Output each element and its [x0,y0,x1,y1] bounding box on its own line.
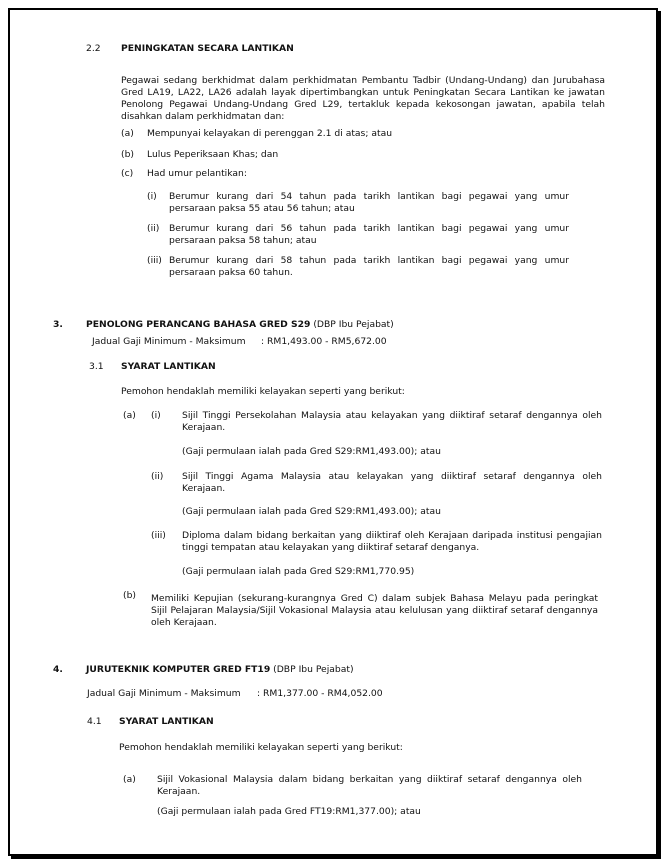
list-label: (a) [123,410,136,421]
pay-note: (Gaji permulaan ialah pada Gred S29:RM1,770.95) [182,566,415,577]
subsection-intro: Pemohon hendaklah memiliki kelayakan seperti yang berikut: [121,386,405,397]
section-title [86,664,354,676]
sublist-label: (iii) [147,255,162,266]
subsection-title: SYARAT LANTIKAN [121,361,216,372]
subsection-intro: Pemohon hendaklah memiliki kelayakan seperti yang berikut: [119,742,403,753]
section-title-text: JURUTEKNIK KOMPUTER GRED FT19 [86,664,271,675]
list-item: Had umur pelantikan: [147,168,247,179]
section-title-suffix: (DBP Ibu Pejabat) [273,664,354,675]
list-item: Sijil Vokasional Malaysia dalam bidang berkaitan yang diiktiraf setaraf dengannya oleh Kerajaan. [157,774,582,797]
sublist-label: (i) [147,191,157,202]
section-number: 2.2 [86,43,101,54]
sublist-label: (i) [151,410,161,421]
sublist-item: Sijil Tinggi Persekolahan Malaysia atau kelayakan yang diiktiraf setaraf dengannya oleh Kerajaan. [182,410,602,433]
section-number: 3. [53,319,63,330]
pay-note: (Gaji permulaan ialah pada Gred S29:RM1,493.00); atau [182,506,441,517]
section-title-text: PENOLONG PERANCANG BAHASA GRED S29 [86,319,311,330]
pay-note: (Gaji permulaan ialah pada Gred S29:RM1,493.00); atau [182,446,441,457]
sublist-label: (ii) [147,223,160,234]
list-label: (a) [123,774,136,785]
sublist-item: Diploma dalam bidang berkaitan yang diiktiraf oleh Kerajaan daripada institusi pengajian tinggi tempatan atau kelayakan yang diiktiraf setaraf denganya. [182,530,602,553]
salary-value: : RM1,377.00 - RM4,052.00 [257,688,383,699]
list-item: Mempunyai kelayakan di perenggan 2.1 di atas; atau [147,128,393,139]
sublist-item: Berumur kurang dari 58 tahun pada tarikh lantikan bagi pegawai yang umur persaraan paksa 60 tahun. [169,255,569,278]
list-item: Lulus Peperiksaan Khas; dan [147,149,279,160]
sublist-label: (iii) [151,530,166,541]
subsection-number: 3.1 [89,361,104,372]
section-title [86,319,394,331]
section-number: 4. [53,664,63,675]
list-label: (c) [121,168,134,179]
section-paragraph: Pegawai sedang berkhidmat dalam perkhidmatan Pembantu Tadbir (Undang-Undang) dan Jurubahasa Gred LA19, LA22, LA26 adalah layak dipertimbangkan untuk Peningkatan Secara Lantikan ke jawatan Penolong Pegawai Undang-Undang Gred L29, tertakluk kepada kekosongan jawatan, apabila telah disahkan dalam perkhidmatan dan: [121,75,605,122]
subsection-number: 4.1 [87,716,102,727]
list-item: Memiliki Kepujian (sekurang-kurangnya Gred C) dalam subjek Bahasa Melayu pada peringkat Sijil Pelajaran Malaysia/Sijil Vokasional Malaysia atau kelulusan yang diiktiraf setaraf dengannya oleh Kerajaan. [151,593,598,628]
sublist-label: (ii) [151,471,164,482]
salary-value: : RM1,493.00 - RM5,672.00 [261,336,387,347]
list-label: (b) [121,149,135,160]
list-label: (a) [121,128,134,139]
list-label: (b) [123,590,137,601]
salary-label: Jadual Gaji Minimum - Maksimum [87,688,241,699]
sublist-item: Berumur kurang dari 56 tahun pada tarikh lantikan bagi pegawai yang umur persaraan paksa 58 tahun; atau [169,223,569,246]
pay-note: (Gaji permulaan ialah pada Gred FT19:RM1,377.00); atau [157,806,421,817]
section-title: PENINGKATAN SECARA LANTIKAN [121,43,294,54]
section-title-suffix: (DBP Ibu Pejabat) [313,319,394,330]
salary-label: Jadual Gaji Minimum - Maksimum [92,336,246,347]
sublist-item: Berumur kurang dari 54 tahun pada tarikh lantikan bagi pegawai yang umur persaraan paksa 55 atau 56 tahun; atau [169,191,569,214]
subsection-title: SYARAT LANTIKAN [119,716,214,727]
sublist-item: Sijil Tinggi Agama Malaysia atau kelayakan yang diiktiraf setaraf dengannya oleh Kerajaan. [182,471,602,494]
